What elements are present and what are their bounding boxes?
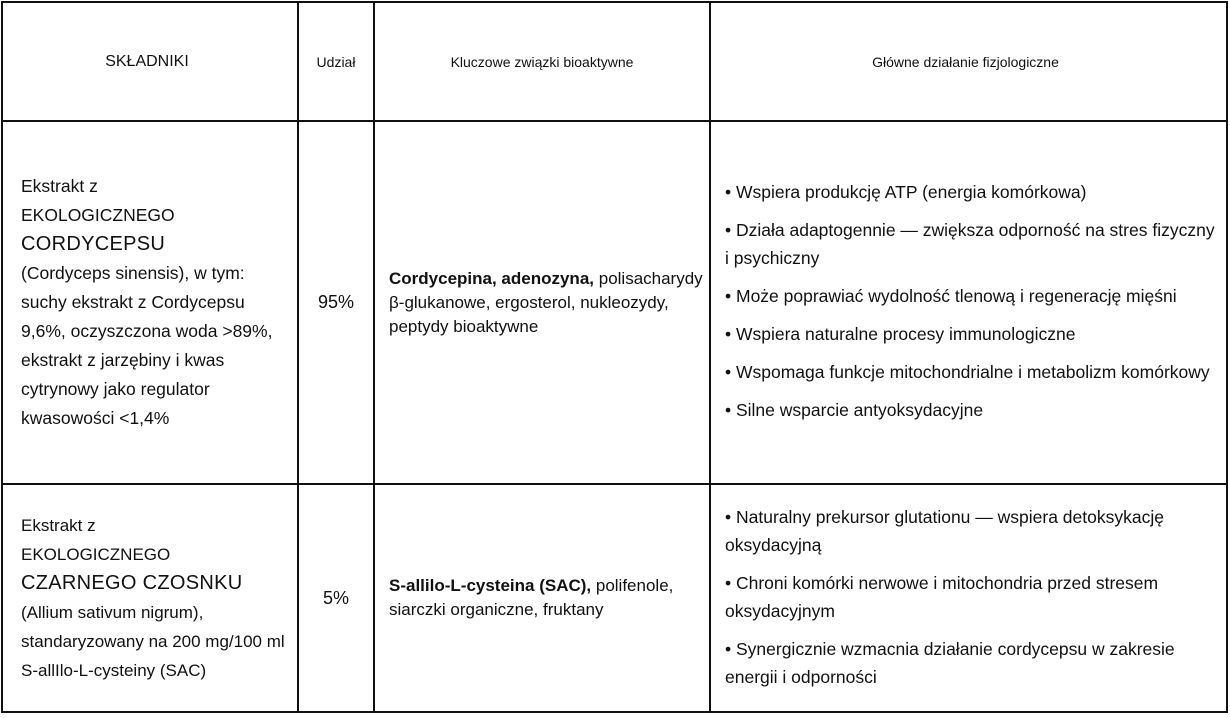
effects-cell: [710, 121, 1227, 484]
header-effects: Główne działanie fizjologiczne: [710, 2, 1227, 121]
ingredient-line: EKOLOGICZNEGO: [21, 205, 175, 225]
header-ingredients: SKŁADNIKI: [2, 2, 298, 121]
effect-item: • Wspiera produkcję ATP (energia komórkowa): [725, 182, 1087, 202]
compounds-other: polisacharydy β-glukanowe, ergosterol, nukleozydy, peptydy bioaktywne: [389, 268, 703, 336]
table-header-row: [2, 2, 1227, 121]
effect-item: • Wspiera naturalne procesy immunologiczne: [725, 324, 1076, 344]
ingredient-cell: [2, 121, 298, 484]
effect-item: • Chroni komórki nerwowe i mitochondria przed stresem oksydacyjnym: [725, 572, 1159, 621]
ingredient-description: (Cordyceps sinensis), w tym: suchy ekstrakt z Cordycepsu 9,6%, oczyszczona woda >89%, ekstrakt z jarzębiny i kwas cytrynowy jako regulator kwasowości <1,4%: [21, 263, 273, 428]
effect-item: • Wspomaga funkcje mitochondrialne i metabolizm komórkowy: [725, 362, 1210, 382]
ingredient-name: CORDYCEPSU: [21, 233, 166, 255]
share-value: 5%: [298, 484, 374, 712]
ingredient-name: CZARNEGO CZOSNKU: [21, 572, 243, 594]
share-value: 95%: [298, 121, 374, 484]
ingredient-cell: [2, 484, 298, 712]
effect-item: • Naturalny prekursor glutationu — wspiera detoksykację oksydacyjną: [725, 506, 1164, 555]
table-row: [2, 121, 1227, 484]
effect-item: • Działa adaptogennie — zwiększa odporność na stres fizyczny i psychiczny: [725, 220, 1215, 268]
ingredient-line: EKOLOGICZNEGO: [21, 545, 171, 564]
ingredient-description: (Allium sativum nigrum), standaryzowany na 200 mg/100 ml S-allIlo-L-cysteiny (SAC): [21, 603, 285, 680]
table-row: [2, 484, 1227, 712]
ingredient-line: Ekstrakt z: [21, 516, 96, 535]
compounds-key: Cordycepina, adenozyna,: [389, 268, 594, 288]
ingredient-line: Ekstrakt z: [21, 176, 98, 196]
effects-cell: [710, 484, 1227, 712]
effect-item: • Synergicznie wzmacnia działanie cordycepsu w zakresie energii i odporności: [725, 638, 1175, 687]
compounds-key: S-allilo-L-cysteina (SAC),: [389, 576, 592, 595]
compounds-cell: [374, 121, 710, 484]
compounds-cell: [374, 484, 710, 712]
ingredients-table: [1, 1, 1228, 713]
header-compounds: Kluczowe związki bioaktywne: [374, 2, 710, 121]
header-share: Udział: [298, 2, 374, 121]
effect-item: • Może poprawiać wydolność tlenową i regenerację mięśni: [725, 286, 1177, 306]
compounds-other: polifenole, siarczki organiczne, fruktany: [389, 576, 674, 619]
effect-item: • Silne wsparcie antyoksydacyjne: [725, 400, 984, 420]
